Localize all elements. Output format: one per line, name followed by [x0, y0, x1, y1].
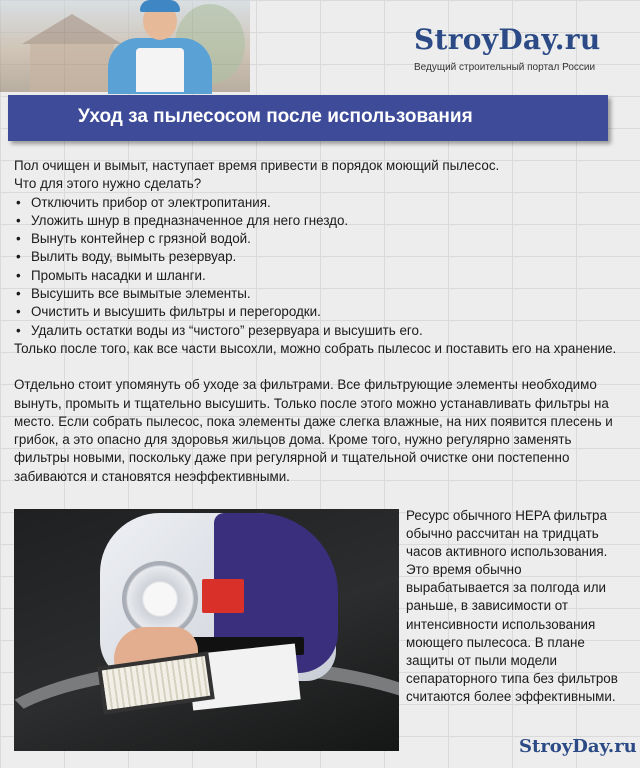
filters-paragraph: Отдельно стоит упомянуть об уходе за фильтрами. Все фильтрующие элементы необходимо вынуть, промыть и тщательно высушить. Только после этого можно устанавливать фильтры на место. Если собрать пылесос, пока элементы даже слегка влажные, на них появится плесень и грибок, а это опасно для здоровья жильцов дома. Кроме того, нужно регулярно заменять фильтры новыми, поскольку даже при регулярной и тщательной очистке они постепенно забиваются и становятся неэффективными.: [14, 377, 613, 484]
site-header: [0, 0, 640, 92]
paragraph-spacer: [14, 358, 626, 376]
page-title: Уход за пылесосом после использования: [78, 106, 473, 127]
worker-cap: [140, 0, 180, 12]
brand-logo[interactable]: StroyDay.ru: [414, 23, 601, 56]
list-item: • Промыть насадки и шланги.: [14, 267, 626, 285]
vacuum-filter-photo: [14, 509, 399, 751]
after-steps-paragraph: Только после того, как все части высохли, можно собрать пылесос и поставить его на хранение.: [14, 340, 617, 356]
list-item: • Очистить и высушить фильтры и перегородки.: [14, 303, 626, 321]
title-bar: [8, 95, 608, 141]
side-paragraph: Ресурс обычного HEPA фильтра обычно рассчитан на тридцать часов активного использования. Это время обычно вырабатывается за полгода или раньше, в зависимости от интенсивности использования моющего пылесоса. В плане защиты от пыли модели сепараторного типа без фильтров считаются более эффективными.: [406, 508, 618, 704]
list-item: • Вынуть контейнер с грязной водой.: [14, 230, 626, 248]
vacuum-badge: [202, 579, 244, 613]
list-item: • Отключить прибор от электропитания.: [14, 194, 626, 212]
article-body: [14, 157, 626, 486]
list-item: • Удалить остатки воды из “чистого” резервуара и высушить его.: [14, 322, 626, 340]
list-item: • Уложить шнур в предназначенное для него гнездо.: [14, 212, 626, 230]
worker-bib: [136, 48, 184, 92]
list-item: • Вылить воду, вымыть резервуар.: [14, 248, 626, 266]
brand-tagline: Ведущий строительный портал России: [414, 62, 596, 73]
vacuum-wheel: [122, 561, 198, 637]
list-item: • Высушить все вымытые элементы.: [14, 285, 626, 303]
brand-block[interactable]: [414, 23, 624, 74]
footer-logo[interactable]: StroyDay.ru: [519, 736, 637, 757]
steps-list: [14, 194, 626, 340]
house-roof: [22, 14, 122, 44]
house-wall: [30, 44, 114, 92]
intro-line: Пол очищен и вымыт, наступает время привести в порядок моющий пылесос.: [14, 158, 500, 173]
intro-line: Что для этого нужно сделать?: [14, 176, 202, 192]
